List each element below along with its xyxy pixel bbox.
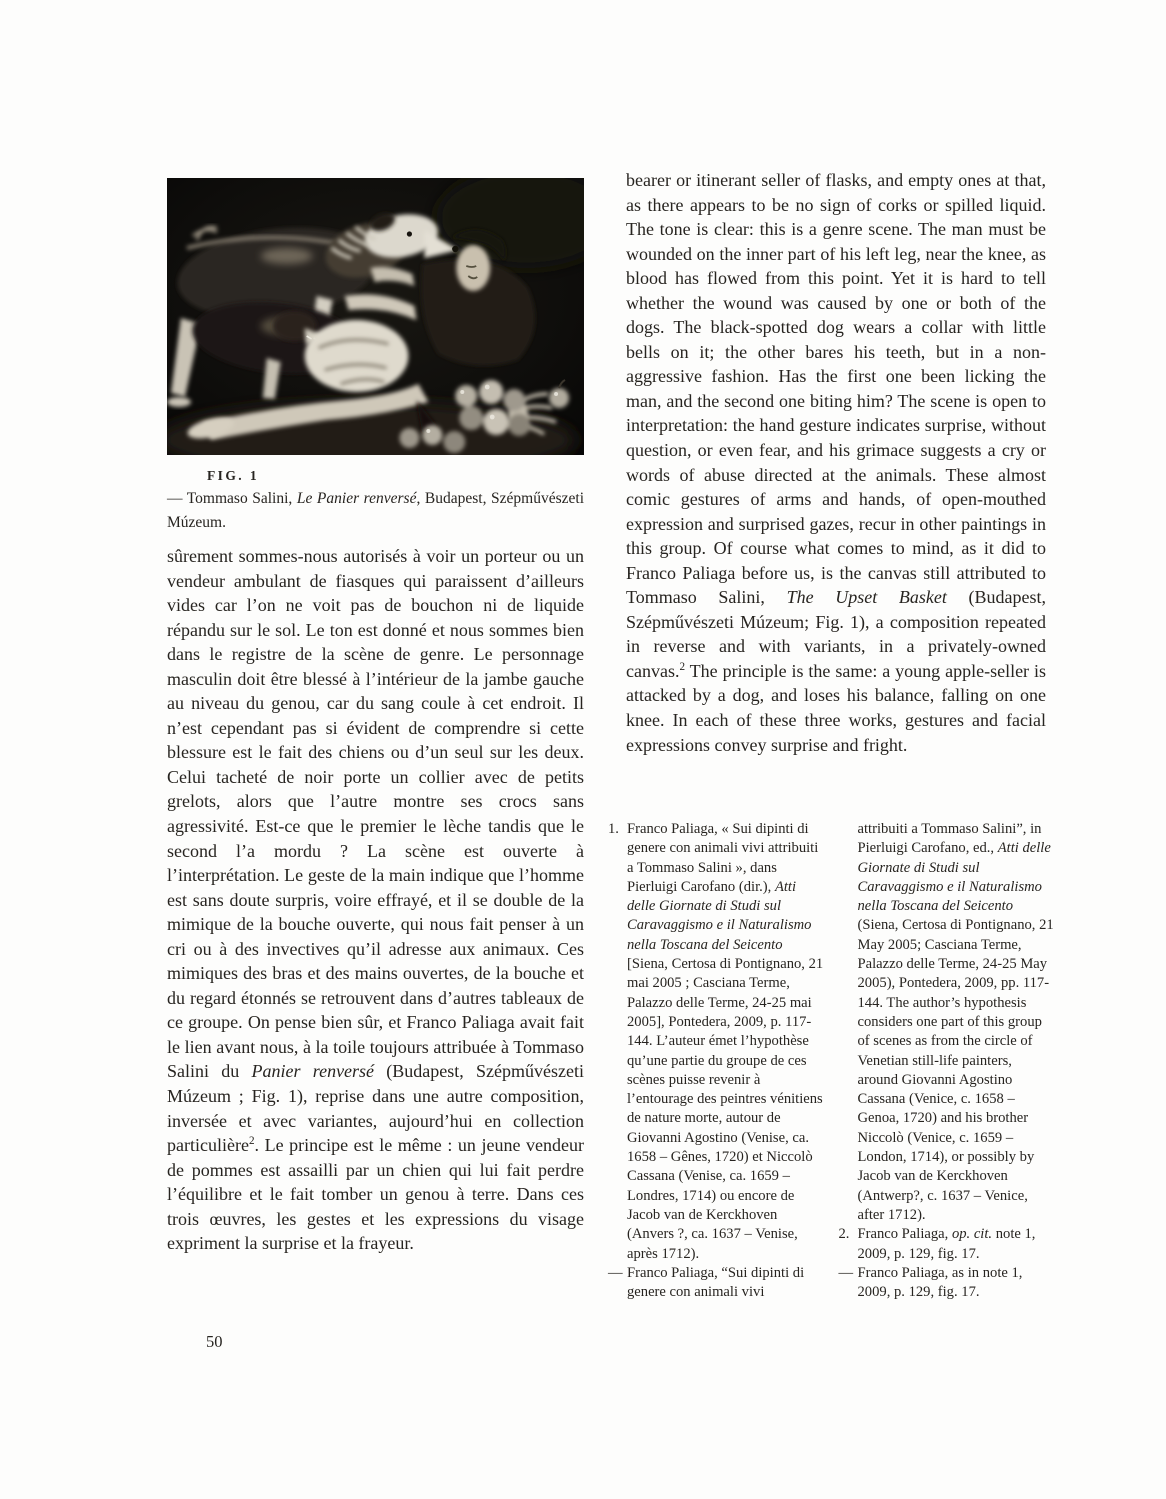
english-text-column [626, 168, 1046, 757]
footnote-item-dash-en [608, 1264, 825, 1303]
footnote-item-2 [839, 1225, 1056, 1264]
footnote-item-dash-en-2 [839, 1264, 1056, 1303]
footnote-marker: 2. [838, 1226, 850, 1243]
footnote-marker: 1. [608, 821, 619, 837]
footnote-text: attribuiti a Tommaso Salini”, in Pierluigi Carofano, ed., Atti delle Giornate di Studi sul Caravaggismo e il Naturalismo nella Toscana del Seicento (Siena, Certosa di Pontignano, 21 May 2005; Casciana Terme, Palazzo delle Terme, 24-25 May 2005), Pontedera, 2009, pp. 117-144. The author’s hypothesis considers one part of this group of scenes as from the circle of Venetian still-life painters, around Giovanni Agostino Cassana (Venice, c. 1658 – Genoa, 1720) and his brother Niccolò (Venice, c. 1659 – London, 1714), or possibly by Jacob van de Kerckhoven (Antwerp?, c. 1637 – Venice, after 1712). [857, 821, 1054, 1223]
footnote-text: Franco Paliaga, as in note 1, 2009, p. 129, fig. 17. [857, 1264, 1023, 1301]
footnote-item-1-continued [839, 820, 1056, 1225]
painting-illustration [167, 178, 584, 455]
figure-image-painting [167, 178, 584, 455]
footnote-text: Franco Paliaga, op. cit. note 1, 2009, p. 129, fig. 17. [857, 1226, 1036, 1262]
footnote-item-1 [608, 820, 825, 1264]
figure-caption [167, 466, 584, 534]
french-paragraph: sûrement sommes-nous autorisés à voir un porteur ou un vendeur ambulant de fiasques qui paraissent d’ailleurs vides car l’on ne voit pas de bouchon ni de liquide répandu sur le sol. Le ton est donné et nous sommes bien dans le registre de la scène de genre. Le personnage masculin doit être blessé à l’intérieur de la jambe gauche au niveau du genou, car du sang coule à cet endroit. Il n’est cependant pas si évident de comprendre si cette blessure est le fait des chiens ou d’un seul sur les deux. Celui tacheté de noir porte un collier avec de petits grelots, alors que l’autre montre ses crocs sans agressivité. Est-ce que le premier le lèche tandis que le second l’a mordu ? La scène est ouverte à l’interprétation. Le geste de la main indique que l’homme est sans doute surpris, voire effrayé, et il se double de la mimique de la bouche ouverte, qui nous fait penser à un cri ou à des invectives qu’il adresse aux animaux. Ces mimiques des bras et des mains ouvertes, de la bouche et du regard étonnés se retrouvent dans d’autres tableaux de ce groupe. On pense bien sûr, et Franco Paliaga avait fait le lien avant nous, à la toile toujours attribuée à Tommaso Salini du Panier renversé (Budapest, Szépművészeti Múzeum ; Fig. 1), reprise dans une autre composition, inversée et avec variantes, aujourd’hui en collection particulière$^2$. Le principe est le même : un jeune vendeur de pommes est assailli par un chien qui lui fait perdre l’équilibre et le fait tomber un genou à terre. Dans ces trois œuvres, les gestes et les expressions du visage expriment la surprise et la frayeur. [167, 546, 584, 1254]
page-number: 50 [206, 1332, 223, 1351]
french-text-column [167, 544, 584, 1256]
footnotes-section [608, 820, 1055, 1302]
english-paragraph: bearer or itinerant seller of flasks, and empty ones at that, as there appears to be no sign of corks or spilled liquid. The tone is clear: this is a genre scene. The man must be wounded on the inner part of his left leg, near the knee, as blood has flowed from this point. Yet it is hard to tell whether the wound was caused by one or both of the dogs. The black-spotted dog wears a collar with little bells on it; the other bares his teeth, but in a non-aggressive fashion. Has the first one been licking the man, and the second one biting him? The scene is open to interpretation: the hand gesture indicates surprise, without question, or even fear, and his grimace suggests a cry or words of abuse directed at the animals. These almost comic gestures of arms and hands, of open-mouthed expression and surprised gazes, recur in other paintings in this group. Of course what comes to mind, as it did to Franco Paliaga before us, is the canvas still attributed to Tommaso Salini, The Upset Basket (Budapest, Szépművészeti Múzeum; Fig. 1), a composition repeated in reverse and with variants, in a privately-owned canvas.$^2$ The principle is the same: a young apple-seller is attacked by a dog, and loses his balance, falling on one knee. In each of these three works, gestures and facial expressions convey surprise and fright. [626, 170, 1046, 755]
footnotes-column-right [839, 820, 1056, 1302]
footnote-text: Franco Paliaga, “Sui dipinti di genere con animali vivi [627, 1264, 805, 1301]
footnote-marker: — [838, 1264, 854, 1281]
footnote-text: Franco Paliaga, « Sui dipinti di genere con animali vivi attribuiti a Tommaso Salini », dans Pierluigi Carofano (dir.), Atti delle Giornate di Studi sul Caravaggismo e il Naturalismo nella Toscana del Seicento [Siena, Certosa di Pontignano, 21 mai 2005 ; Casciana Terme, Palazzo delle Terme, 24-25 mai 2005], Pontedera, 2009, p. 117-144. L’auteur émet l’hypothèse qu’une partie du groupe de ces scènes puisse revenir à l’entourage des peintres vénitiens de nature morte, autour de Giovanni Agostino (Venise, ca. 1658 – Gênes, 1720) et Niccolò Cassana (Venise, ca. 1659 – Londres, 1714) ou encore de Jacob van de Kerckhoven (Anvers ?, ca. 1637 – Venise, après 1712). [627, 821, 824, 1262]
figure-caption-label: FIG. 1 [207, 468, 260, 483]
footnotes-column-left [608, 820, 825, 1302]
figure-caption-text: — Tommaso Salini, Le Panier renversé, Budapest, Szépművészeti Múzeum. [167, 490, 584, 531]
footnote-marker: — [608, 1264, 623, 1281]
